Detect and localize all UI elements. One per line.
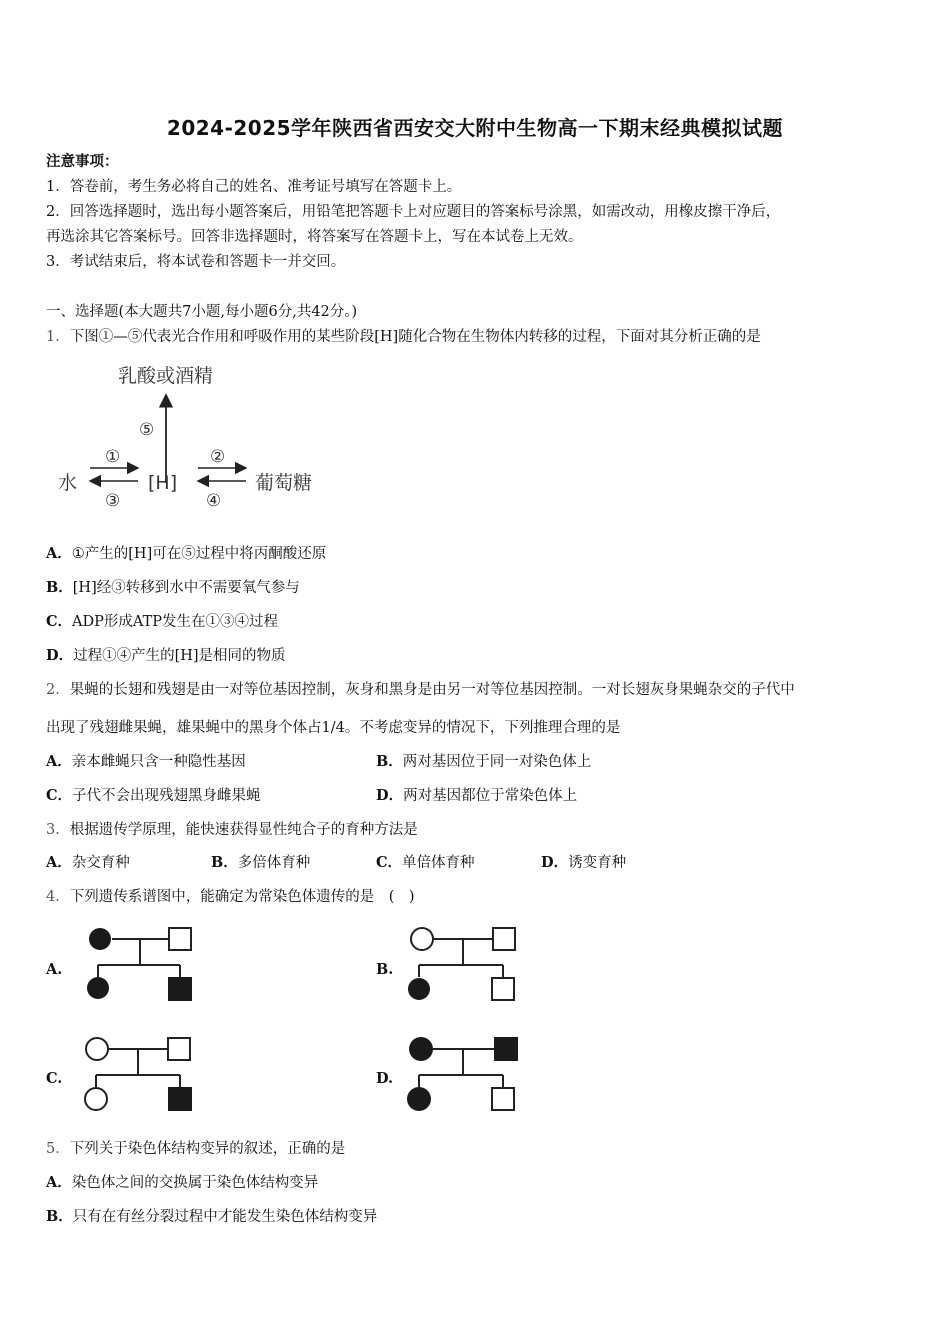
question-text: 下图①—⑤代表光合作用和呼吸作用的某些阶段[H]随化合物在生物体内转移的过程，下面对其分析正确的是 bbox=[69, 329, 761, 345]
diagram-top-label: 乳酸或酒精 bbox=[118, 365, 214, 387]
marker-2: ② bbox=[210, 447, 226, 467]
unaffected-female-icon bbox=[86, 1038, 108, 1060]
q3-option-c[interactable]: C．单倍体育种 bbox=[376, 854, 475, 871]
affected-female-icon bbox=[408, 978, 430, 1000]
unaffected-female-icon bbox=[85, 1088, 107, 1110]
q4-option-c[interactable]: C. bbox=[46, 1070, 63, 1087]
question-3: 3．根据遗传学原理，能快速获得显性纯合子的育种方法是 bbox=[46, 822, 418, 838]
q4-option-b[interactable]: B. bbox=[376, 961, 394, 978]
q4-option-a[interactable]: A. bbox=[46, 961, 63, 978]
q1-option-c[interactable]: C．ADP形成ATP发生在①③④过程 bbox=[46, 613, 279, 630]
page-title: 2024-2025学年陕西省西安交大附中生物高一下期末经典模拟试题 bbox=[166, 116, 784, 140]
question-2-cont: 出现了残翅雌果蝇，雄果蝇中的黑身个体占1/4。不考虑变异的情况下，下列推理合理的是 bbox=[46, 720, 621, 736]
notice-item: 1．答卷前，考生务必将自己的姓名、准考证号填写在答题卡上。 bbox=[46, 179, 462, 195]
unaffected-male-icon bbox=[492, 1088, 514, 1110]
marker-5: ⑤ bbox=[139, 420, 155, 440]
q2-option-b[interactable]: B．两对基因位于同一对染色体上 bbox=[376, 753, 592, 770]
affected-female-icon bbox=[407, 1087, 431, 1111]
affected-male-icon bbox=[168, 977, 192, 1001]
unaffected-male-icon bbox=[168, 1038, 190, 1060]
notice-item: 2．回答选择题时，选出每小题答案后，用铅笔把答题卡上对应题目的答案标号涂黑，如需改动，用橡皮擦干净后， bbox=[46, 204, 781, 220]
q3-option-b[interactable]: B．多倍体育种 bbox=[211, 854, 311, 871]
question-1 bbox=[46, 327, 761, 347]
q2-option-d[interactable]: D．两对基因都位于常染色体上 bbox=[376, 787, 578, 804]
unaffected-male-icon bbox=[169, 928, 191, 950]
notice-item: 3．考试结束后，将本试卷和答题卡一并交回。 bbox=[46, 254, 346, 270]
pedigree-c bbox=[80, 1033, 205, 1115]
notice-item: 再选涂其它答案标号。回答非选择题时，将答案写在答题卡上，写在本试卷上无效。 bbox=[46, 229, 583, 245]
q2-option-a[interactable]: A．亲本雌蝇只含一种隐性基因 bbox=[46, 753, 246, 770]
q4-option-d[interactable]: D. bbox=[376, 1070, 394, 1087]
affected-male-icon bbox=[494, 1037, 518, 1061]
q1-option-a[interactable]: A．①产生的[H]可在⑤过程中将丙酮酸还原 bbox=[46, 545, 327, 562]
hydrogen-transfer-diagram bbox=[50, 355, 340, 520]
q5-option-b[interactable]: B．只有在有丝分裂过程中才能发生染色体结构变异 bbox=[46, 1208, 378, 1225]
affected-female-icon bbox=[87, 977, 109, 999]
marker-4: ④ bbox=[206, 491, 222, 511]
diagram-left-label: 水 bbox=[58, 472, 78, 494]
notice-heading: 注意事项： bbox=[46, 153, 119, 170]
question-number: 1． bbox=[46, 329, 70, 345]
q3-option-a[interactable]: A．杂交育种 bbox=[46, 854, 130, 871]
q1-option-d[interactable]: D．过程①④产生的[H]是相同的物质 bbox=[46, 647, 286, 664]
question-2: 2．果蝇的长翅和残翅是由一对等位基因控制，灰身和黑身是由另一对等位基因控制。一对长翅灰身果蝇杂交的子代中 bbox=[46, 682, 795, 698]
q3-option-d[interactable]: D．诱变育种 bbox=[541, 854, 627, 871]
q1-option-b[interactable]: B．[H]经③转移到水中不需要氧气参与 bbox=[46, 579, 300, 596]
pedigree-b bbox=[405, 925, 530, 1007]
diagram-center-label: [H] bbox=[148, 472, 178, 494]
marker-1: ① bbox=[105, 447, 121, 467]
marker-3: ③ bbox=[105, 491, 121, 511]
question-5: 5．下列关于染色体结构变异的叙述，正确的是 bbox=[46, 1141, 346, 1157]
q2-option-c[interactable]: C．子代不会出现残翅黑身雌果蝇 bbox=[46, 787, 261, 804]
question-4: 4．下列遗传系谱图中，能确定为常染色体遗传的是 ( ) bbox=[46, 889, 415, 905]
unaffected-male-icon bbox=[493, 928, 515, 950]
unaffected-female-icon bbox=[411, 928, 433, 950]
affected-female-icon bbox=[409, 1037, 433, 1061]
section-heading: 一、选择题(本大题共7小题,每小题6分,共42分。) bbox=[46, 304, 358, 320]
pedigree-d bbox=[405, 1033, 530, 1115]
affected-female-icon bbox=[89, 928, 111, 950]
unaffected-male-icon bbox=[492, 978, 514, 1000]
affected-male-icon bbox=[168, 1087, 192, 1111]
q5-option-a[interactable]: A．染色体之间的交换属于染色体结构变异 bbox=[46, 1174, 319, 1191]
pedigree-a bbox=[80, 925, 205, 1007]
diagram-right-label: 葡萄糖 bbox=[255, 472, 313, 494]
